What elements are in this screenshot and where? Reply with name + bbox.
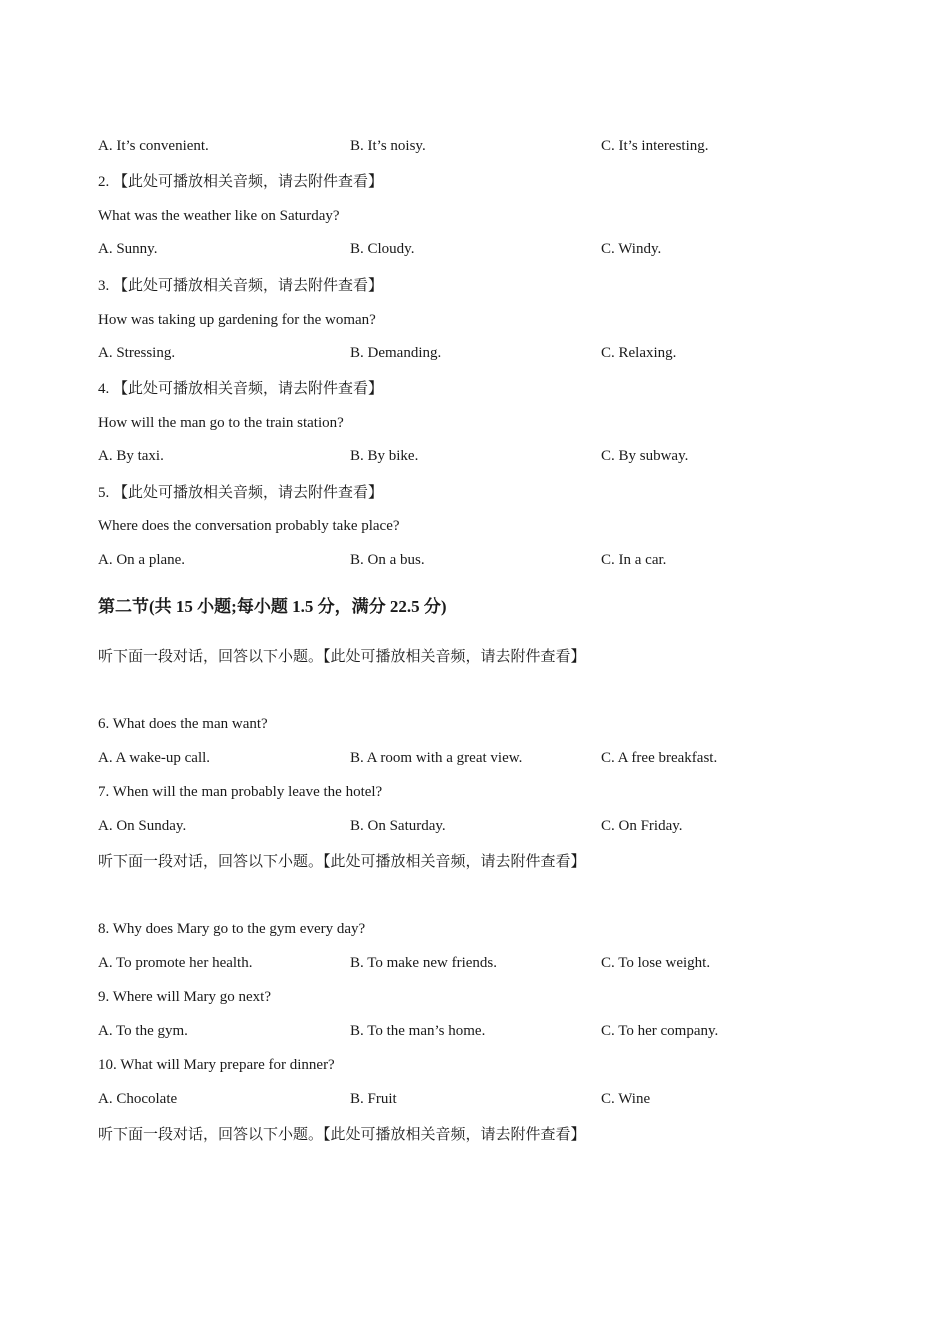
q8-options xyxy=(98,953,858,973)
option-a: A. On a plane. xyxy=(98,552,186,568)
option-b: B. It’s noisy. xyxy=(350,138,426,154)
option-a: A. A wake-up call. xyxy=(98,750,211,766)
audio-note: 2. 【此处可播放相关音频，请去附件查看】 xyxy=(98,174,384,190)
question-text: 7. When will the man probably leave the hotel? xyxy=(98,784,383,800)
option-b: B. To make new friends. xyxy=(350,955,497,971)
option-b: B. On a bus. xyxy=(350,552,425,568)
option-a: A. On Sunday. xyxy=(98,818,187,834)
option-b: B. Fruit xyxy=(350,1091,397,1107)
dialog-intro: 听下面一段对话，回答以下小题。【此处可播放相关音频，请去附件查看】 xyxy=(98,1127,586,1143)
q10-options xyxy=(98,1089,858,1109)
option-c: C. To her company. xyxy=(601,1023,719,1039)
option-b: B. On Saturday. xyxy=(350,818,446,834)
option-a: A. By taxi. xyxy=(98,448,164,464)
option-c: C. Wine xyxy=(601,1091,651,1107)
option-a: A. Stressing. xyxy=(98,345,176,361)
q6-options xyxy=(98,748,858,768)
question-text: 9. Where will Mary go next? xyxy=(98,989,272,1005)
audio-note: 4. 【此处可播放相关音频，请去附件查看】 xyxy=(98,381,384,397)
option-a: A. Chocolate xyxy=(98,1091,178,1107)
question-text: What was the weather like on Saturday? xyxy=(98,208,340,224)
q7-options xyxy=(98,816,858,836)
audio-note: 5. 【此处可播放相关音频，请去附件查看】 xyxy=(98,485,384,501)
option-c: C. Windy. xyxy=(601,241,662,257)
audio-note: 3. 【此处可播放相关音频，请去附件查看】 xyxy=(98,278,384,294)
dialog-intro: 听下面一段对话，回答以下小题。【此处可播放相关音频，请去附件查看】 xyxy=(98,854,586,870)
q2-options xyxy=(98,239,858,259)
q9-options xyxy=(98,1021,858,1041)
option-c: C. It’s interesting. xyxy=(601,138,709,154)
question-text: Where does the conversation probably take place? xyxy=(98,518,400,534)
option-c: C. A free breakfast. xyxy=(601,750,718,766)
q5-options xyxy=(98,550,858,570)
option-b: B. A room with a great view. xyxy=(350,750,523,766)
section-heading: 第二节(共 15 小题;每小题 1.5 分，满分 22.5 分) xyxy=(98,597,447,616)
question-text: 6. What does the man want? xyxy=(98,716,268,732)
option-a: A. Sunny. xyxy=(98,241,158,257)
option-c: C. In a car. xyxy=(601,552,667,568)
q1-options xyxy=(98,136,858,156)
option-b: B. To the man’s home. xyxy=(350,1023,486,1039)
question-text: 10. What will Mary prepare for dinner? xyxy=(98,1057,335,1073)
dialog-intro: 听下面一段对话，回答以下小题。【此处可播放相关音频，请去附件查看】 xyxy=(98,649,586,665)
option-b: B. Cloudy. xyxy=(350,241,415,257)
option-a: A. It’s convenient. xyxy=(98,138,209,154)
option-a: A. To the gym. xyxy=(98,1023,188,1039)
option-a: A. To promote her health. xyxy=(98,955,253,971)
option-c: C. Relaxing. xyxy=(601,345,677,361)
q4-options xyxy=(98,446,858,466)
question-text: How was taking up gardening for the woman? xyxy=(98,312,376,328)
option-c: C. On Friday. xyxy=(601,818,683,834)
q3-options xyxy=(98,343,858,363)
option-b: B. By bike. xyxy=(350,448,419,464)
option-c: C. By subway. xyxy=(601,448,689,464)
option-c: C. To lose weight. xyxy=(601,955,711,971)
option-b: B. Demanding. xyxy=(350,345,442,361)
question-text: How will the man go to the train station? xyxy=(98,415,344,431)
question-text: 8. Why does Mary go to the gym every day? xyxy=(98,921,366,937)
